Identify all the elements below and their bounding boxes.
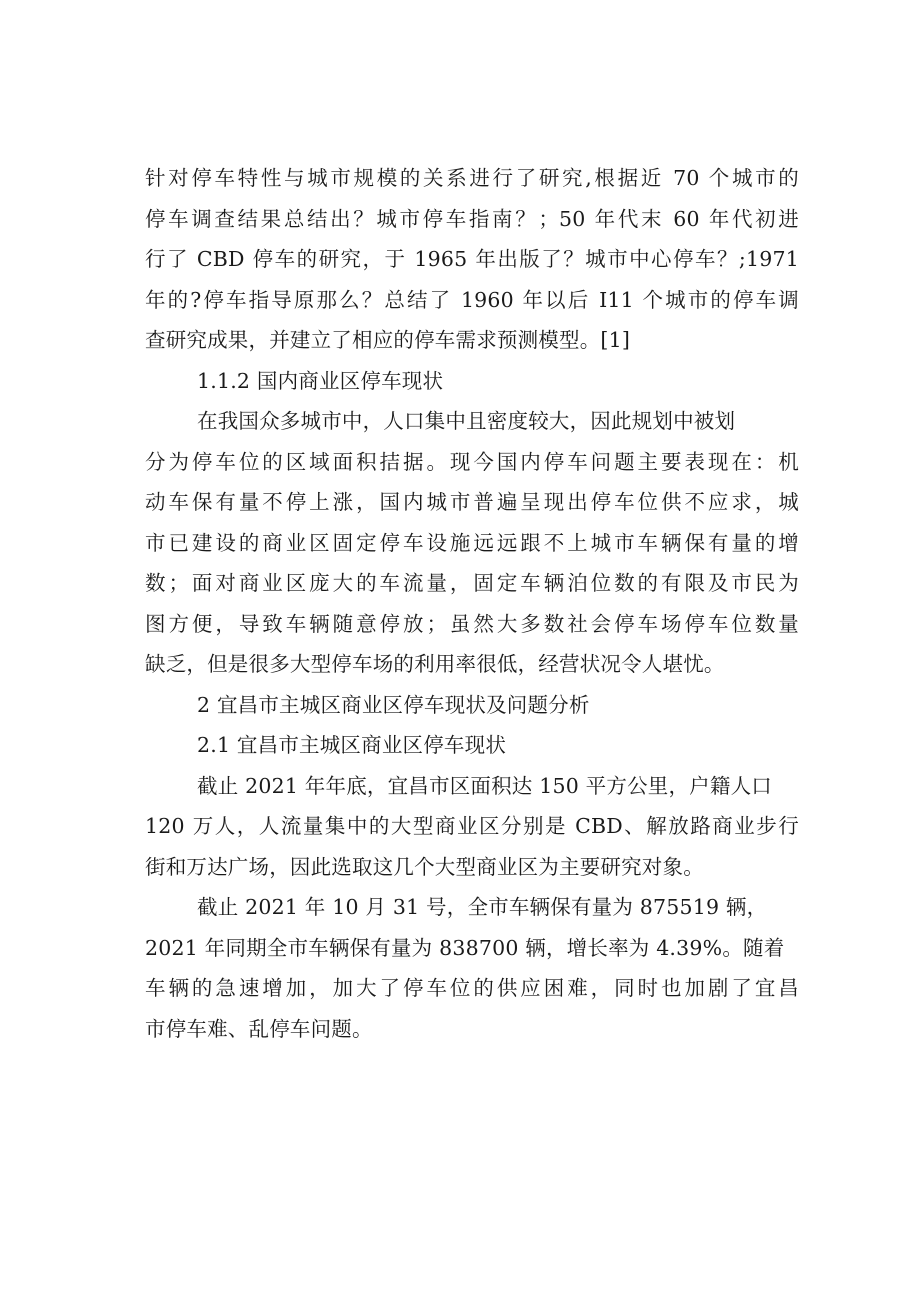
- paragraph-line: 查研究成果，并建立了相应的停车需求预测模型。[1]: [145, 328, 631, 352]
- paragraph-line: 数；面对商业区庞大的车流量，固定车辆泊位数的有限及市民为: [145, 571, 799, 595]
- paragraph-line: 停车调查结果总结出？城市停车指南？；50 年代末 60 年代初进: [145, 206, 799, 231]
- paragraph-line: 分为停车位的区域面积拮据。现今国内停车问题主要表现在：机: [145, 449, 799, 474]
- paragraph-line: 行了 CBD 停车的研究，于 1965 年出版了？城市中心停车？;1971: [145, 247, 799, 271]
- paragraph-line: 图方便，导致车辆随意停放；虽然大多数社会停车场停车位数量: [145, 611, 799, 636]
- paragraph-line: 截止 2021 年年底，宜昌市区面积达 150 平方公里，户籍人口: [197, 773, 772, 798]
- paragraph-line: 2021 年同期全市车辆保有量为 838700 辆，增长率为 4.39%。随着: [145, 935, 785, 960]
- section-heading: 2.1 宜昌市主城区商业区停车现状: [197, 733, 507, 757]
- paragraph-line: 缺乏，但是很多大型停车场的利用率很低，经营状况令人堪忧。: [145, 652, 725, 676]
- paragraph-line: 市已建设的商业区固定停车设施远远跟不上城市车辆保有量的增: [145, 530, 799, 555]
- paragraph-line: 车辆的急速增加，加大了停车位的供应困难，同时也加剧了宜昌: [145, 976, 799, 1000]
- paragraph-line: 120 万人，人流量集中的大型商业区分别是 CBD、解放路商业步行: [145, 814, 799, 838]
- document-body: [145, 158, 805, 1049]
- paragraph-line: 截止 2021 年 10 月 31 号，全市车辆保有量为 875519 辆，: [197, 895, 768, 919]
- paragraph-line: 街和万达广场，因此选取这几个大型商业区为主要研究对象。: [145, 854, 704, 879]
- section-heading: 1.1.2 国内商业区停车现状: [197, 368, 444, 393]
- chapter-heading: 2 宜昌市主城区商业区停车现状及问题分析: [197, 692, 590, 717]
- paragraph-line: 年的?停车指导原那么？总结了 1960 年以后 I11 个城市的停车调: [145, 287, 799, 312]
- paragraph-line: 在我国众多城市中，人口集中且密度较大，因此规划中被划: [197, 409, 736, 433]
- paragraph-line: 动车保有量不停上涨，国内城市普遍呈现出停车位供不应求，城: [145, 490, 799, 514]
- paragraph-line: 市停车难、乱停车问题。: [145, 1016, 373, 1041]
- paragraph-line: 针对停车特性与城市规模的关系进行了研究,根据近 70 个城市的: [145, 166, 799, 190]
